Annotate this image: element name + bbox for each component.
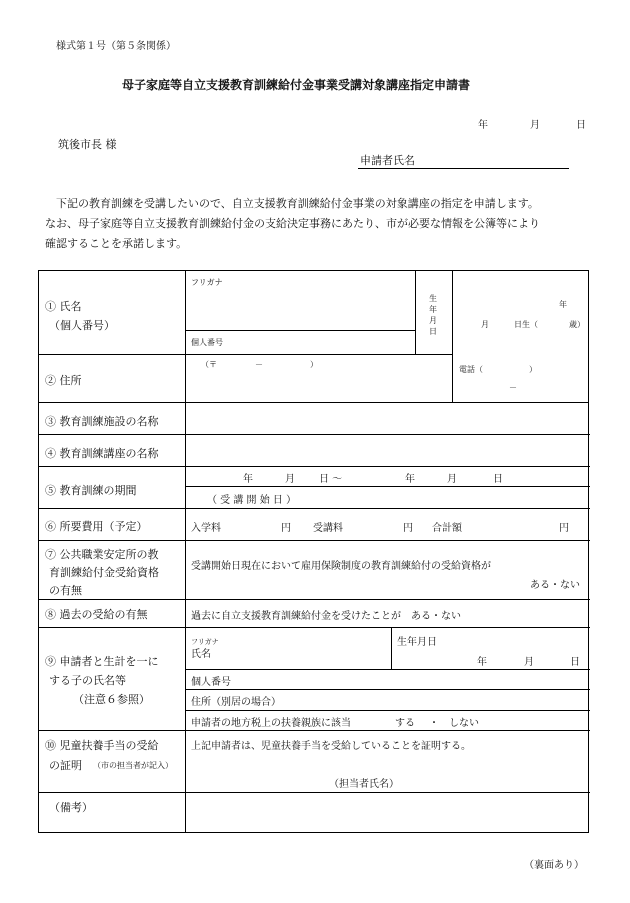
r9-name-birth-divider xyxy=(391,627,392,669)
r2-postal-close: ） xyxy=(310,360,318,369)
r1-mynumber: 個人番号 xyxy=(191,338,223,347)
r2-phone-close: ） xyxy=(529,365,537,374)
r6-yen2: 円 xyxy=(403,523,413,534)
r9-mynumber: 個人番号 xyxy=(191,677,231,688)
addressee: 筑後市長 様 xyxy=(58,138,117,151)
r8-text: 過去に自立支援教育訓練給付金を受けたことが ある・ない xyxy=(191,611,461,622)
r5-month2: 月 xyxy=(447,474,457,485)
r10-label-line2: の証明 xyxy=(49,759,82,772)
date-day: 日 xyxy=(576,120,586,131)
row6-bottom xyxy=(39,540,590,541)
row2-bottom-left xyxy=(39,402,452,403)
date-year: 年 xyxy=(478,120,488,131)
r5-day1: 日 ～ xyxy=(319,474,343,485)
r9-dependent: 申請者の地方税上の扶養親族に該当 xyxy=(191,718,351,729)
r10-label-note: （市の担当者が記入） xyxy=(93,761,173,770)
r5-day2: 日 xyxy=(493,474,503,485)
row9-bottom xyxy=(39,730,590,731)
r5-start-note: （ 受 講 開 始 日 ） xyxy=(207,495,297,506)
r6-yen1: 円 xyxy=(281,523,291,534)
r9-day: 日 xyxy=(570,657,580,668)
r1-birth-day: 日生（ xyxy=(514,320,538,329)
r5-label: ⑤ 教育訓練の期間 xyxy=(45,484,137,497)
r7-label-line3: の有無 xyxy=(49,584,82,597)
date-month: 月 xyxy=(530,120,540,131)
r9-year: 年 xyxy=(477,657,487,668)
r1-label: ① 氏名 xyxy=(45,300,82,313)
row8-bottom xyxy=(39,627,590,628)
r6-yen3: 円 xyxy=(559,523,569,534)
r10-label-line1: ⑩ 児童扶養手当の受給 xyxy=(45,739,159,752)
r9-month: 月 xyxy=(524,657,534,668)
r9-label-line2: する子の氏名等 xyxy=(49,674,126,687)
r7-text: 受講開始日現在において雇用保険制度の教育訓練給付の受給資格が xyxy=(191,561,491,572)
r9-label-line3: （注意６参照） xyxy=(73,693,150,706)
r2-postal: （〒 xyxy=(201,360,217,369)
body-paragraph-1: 下記の教育訓練を受講したいので、自立支援教育訓練給付金事業の対象講座の指定を申請します。 xyxy=(56,197,539,210)
r9-line2 xyxy=(185,689,590,690)
r9-address: 住所（別居の場合） xyxy=(191,697,281,708)
r1-birth-label: 生年月日 xyxy=(429,294,437,336)
applicant-name-line xyxy=(358,168,569,169)
r9-do: する xyxy=(395,718,415,729)
r10-text: 上記申請者は、児童扶養手当を受給していることを証明する。 xyxy=(191,741,471,752)
r1-birth-year: 年 xyxy=(559,300,567,309)
r9-line3 xyxy=(185,710,590,711)
r2-phone-dash: － xyxy=(509,383,517,392)
r1-divider-a xyxy=(415,271,416,354)
r6-total: 合計額 xyxy=(432,523,462,534)
r11-label: （備考） xyxy=(49,801,93,814)
row2-bottom-right xyxy=(452,402,589,403)
r7-label-line1: ⑦ 公共職業安定所の教 xyxy=(45,548,159,561)
r2-postal-dash: － xyxy=(255,360,263,369)
row1-bottom-left xyxy=(39,354,452,355)
r2-label: ② 住所 xyxy=(45,374,82,387)
page-title: 母子家庭等自立支援教育訓練給付金事業受講対象講座指定申請書 xyxy=(122,78,471,92)
r5-inner-divider xyxy=(185,486,590,487)
r10-officer: （担当者氏名） xyxy=(329,779,399,790)
r9-line1 xyxy=(185,669,590,670)
footer-note: （裏面あり） xyxy=(524,860,584,871)
r9-name: 氏名 xyxy=(191,649,211,660)
application-table xyxy=(38,270,589,833)
r4-label: ④ 教育訓練講座の名称 xyxy=(45,447,159,460)
r9-dot: ・ xyxy=(429,718,439,729)
r1-divider-b xyxy=(452,271,453,402)
r7-choice: ある・ない xyxy=(530,580,580,591)
r6-tuition: 受講料 xyxy=(313,523,343,534)
r9-label-line1: ⑨ 申請者と生計を一に xyxy=(45,655,159,668)
r9-dont: しない xyxy=(449,718,479,729)
r2-phone: 電話（ xyxy=(459,365,483,374)
r9-birth-label: 生年月日 xyxy=(397,637,437,648)
r6-admission: 入学料 xyxy=(191,523,221,534)
r1-birth-age: 歳） xyxy=(569,320,585,329)
r6-label: ⑥ 所要費用（予定） xyxy=(45,520,148,533)
row10-bottom xyxy=(39,792,590,793)
body-paragraph-2-line1: なお、母子家庭等自立支援教育訓練給付金の支給決定事務にあたり、市が必要な情報を公簿等により xyxy=(45,217,540,230)
r9-furigana: フリガナ xyxy=(191,638,219,646)
r5-month1: 月 xyxy=(285,474,295,485)
row7-bottom xyxy=(39,599,590,600)
r1-sublabel: （個人番号） xyxy=(49,319,115,332)
label-column-divider xyxy=(185,271,186,833)
r8-label: ⑧ 過去の受給の有無 xyxy=(45,608,148,621)
r5-year2: 年 xyxy=(405,474,415,485)
r7-label-line2: 育訓練給付金受給資格 xyxy=(49,566,159,579)
applicant-name-label: 申請者氏名 xyxy=(360,154,415,167)
row4-bottom xyxy=(39,466,590,467)
body-paragraph-2-line2: 確認することを承諾します。 xyxy=(45,237,188,250)
r1-furigana-divider xyxy=(185,330,415,331)
r1-furigana: フリガナ xyxy=(191,278,223,287)
r1-birth-month: 月 xyxy=(481,320,489,329)
row5-bottom xyxy=(39,508,590,509)
form-number: 様式第１号（第５条関係） xyxy=(56,41,176,52)
r3-label: ③ 教育訓練施設の名称 xyxy=(45,415,159,428)
r5-year1: 年 xyxy=(243,474,253,485)
row3-bottom xyxy=(39,434,590,435)
